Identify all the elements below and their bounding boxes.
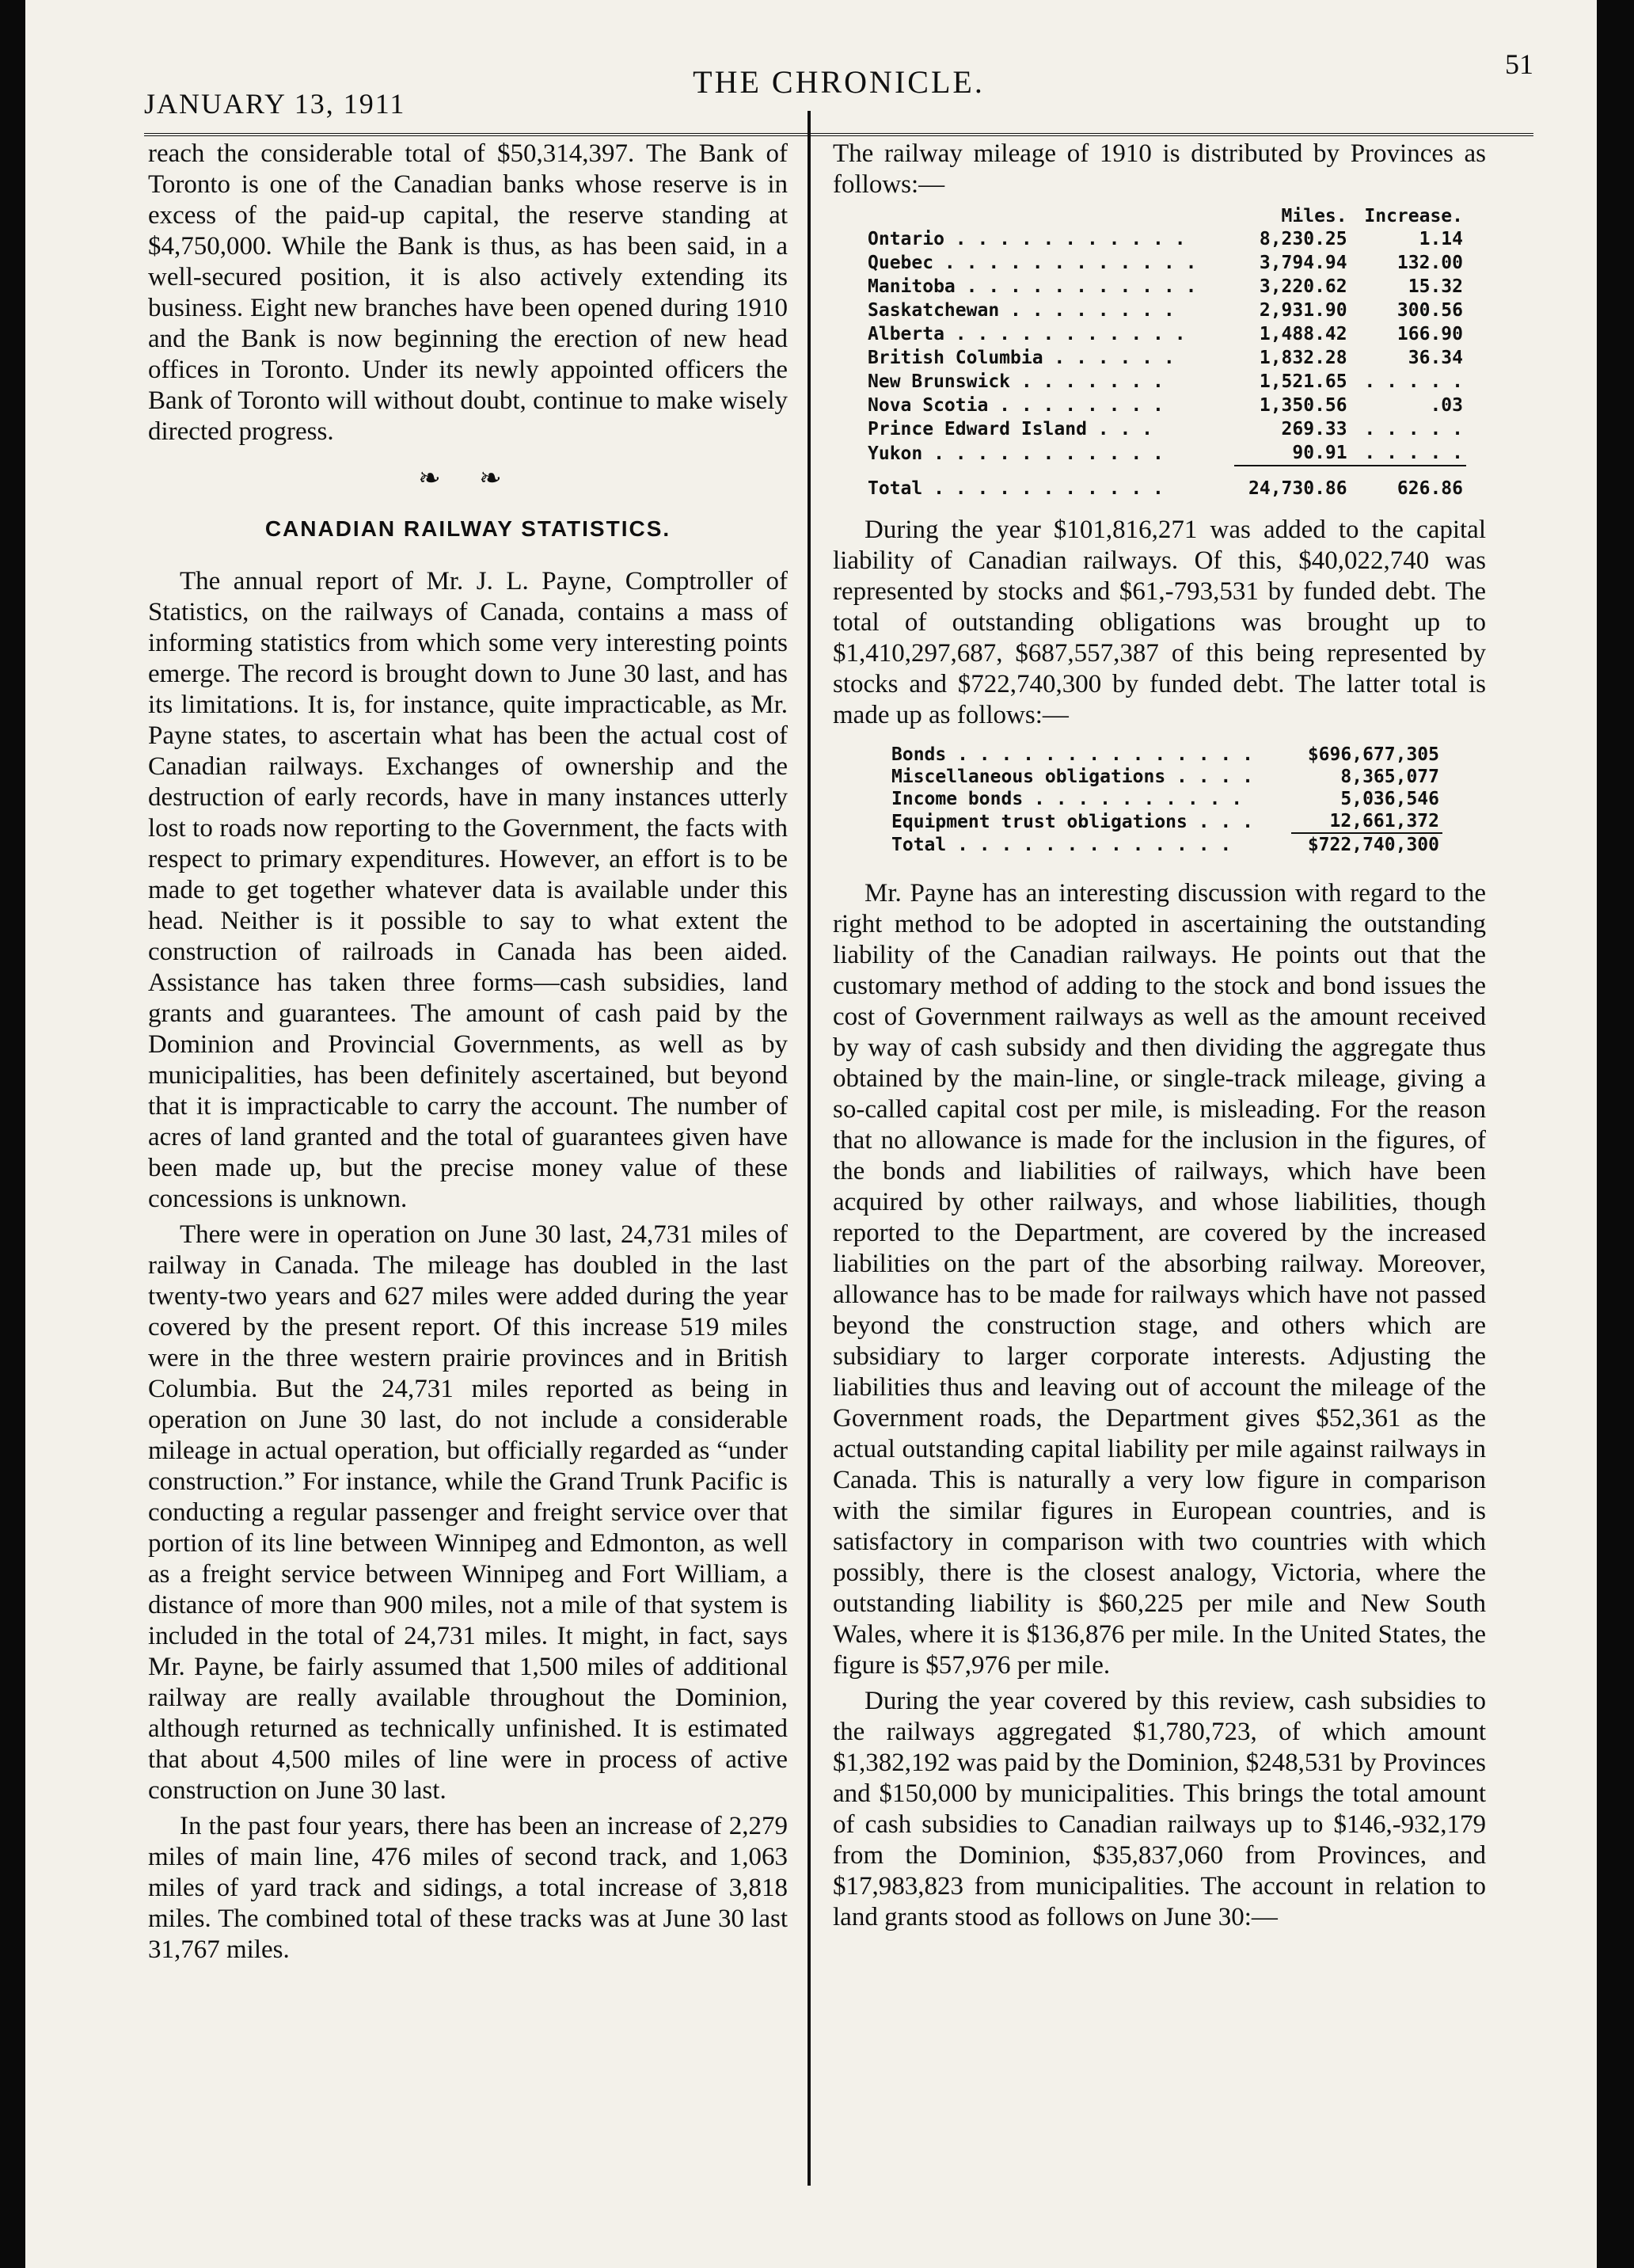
header-cell: Miles.: [1281, 206, 1347, 226]
publication-title: THE CHRONICLE.: [693, 64, 985, 100]
province-cell: Manitoba . . . . . . . . . . .: [868, 276, 1197, 297]
miles-cell: 1,832.28: [1259, 348, 1347, 368]
increase-cell: .03: [1430, 395, 1463, 416]
debt-amount: 12,661,372: [1329, 811, 1439, 831]
mileage-table: [864, 205, 1466, 500]
issue-date: JANUARY 13, 1911: [144, 88, 406, 120]
total-increase: 626.86: [1351, 466, 1466, 500]
total-label: Total . . . . . . . . . . .: [868, 478, 1164, 499]
page-number: 51: [1505, 48, 1533, 80]
increase-cell: 1.14: [1419, 229, 1463, 249]
miles-cell: 3,220.62: [1259, 276, 1347, 297]
section-title: CANADIAN RAILWAY STATISTICS.: [264, 516, 671, 541]
table-row: [864, 441, 1466, 466]
table-total-row: [888, 833, 1442, 856]
increase-cell: 15.32: [1408, 276, 1463, 297]
debt-amount: 8,365,077: [1340, 767, 1439, 787]
header-rule: [144, 133, 1533, 136]
miles-cell: 3,794.94: [1259, 253, 1347, 273]
total-amount: $722,740,300: [1291, 833, 1442, 856]
increase-cell: 300.56: [1396, 300, 1463, 321]
running-head: [144, 48, 1533, 127]
table-row: [864, 417, 1466, 441]
capital-paragraph: During the year $101,816,271 was added to the capital liability of Canadian railways. Of this, $40,022,740 was represented by stocks and $61,-793,531 by funded debt. The total of outstanding obligations was brought up to $1,410,297,687, $687,557,387 of this being represented by stocks and $722,740,300 by funded debt. The latter total is made up as follows:—: [833, 516, 1486, 729]
province-cell: Ontario . . . . . . . . . . .: [868, 229, 1186, 249]
province-cell: Alberta . . . . . . . . . . .: [868, 324, 1186, 344]
debt-amount: 5,036,546: [1340, 789, 1439, 809]
province-cell: British Columbia . . . . . .: [868, 348, 1175, 368]
section-ornament: ❧ ❧: [418, 464, 518, 493]
funded-debt-table: [888, 744, 1442, 856]
miles-cell: 269.33: [1281, 419, 1347, 440]
table-row: [888, 810, 1442, 833]
table-row: [888, 788, 1442, 810]
article-paragraph: Mr. Payne has an interesting discussion with regard to the right method to be adopted in ascertaining the outstanding liability of the Canadian railways. He points out that the customary method of adding to the stock and bond issues the cost of Government railways as well as the amount received by way of cash subsidy and then dividing the aggregate thus obtained by the main-line, or single-track mileage, giving a so-called capital cost per mile, is misleading. For the reason that no allowance is made for the inclusion in the figures, of the bonds and liabilities of railways, which have been acquired by other railways, and whose liabilities, though reported to the Department, are covered by the increased liabilities on the part of the absorbing railway. Moreover, allowance has to be made for railways which have not passed beyond the construction stage, and others which are subsidiary to larger corporate interests. Adjusting the liabilities thus and leaving out of account the mileage of the Government roads, the Department gives $52,361 as the actual outstanding capital liability per mile against railways in Canada. This is naturally a very low figure in comparison with the similar figures in European countries, and is satisfactory in comparison with two countries with which possibly, there is the closest analogy, Victoria, where the outstanding liability is $60,225 per mile and New South Wales, where it is $136,876 per mile. In the United States, the figure is $57,976 per mile.: [833, 879, 1486, 1680]
miles-cell: 1,521.65: [1259, 371, 1347, 392]
total-label: Total . . . . . . . . . . . . .: [891, 834, 1232, 855]
table-row: [864, 275, 1466, 299]
increase-cell: 132.00: [1396, 253, 1463, 273]
table-row: [864, 299, 1466, 322]
newspaper-page: [25, 0, 1597, 2268]
miles-cell: 1,350.56: [1259, 395, 1347, 416]
left-column: [148, 139, 788, 1970]
province-cell: New Brunswick . . . . . . .: [868, 371, 1164, 392]
table-header-row: [864, 205, 1466, 227]
table-row: [888, 766, 1442, 788]
table-total-row: [864, 466, 1466, 500]
miles-cell: 8,230.25: [1259, 229, 1347, 249]
miles-cell: 90.91: [1292, 443, 1347, 463]
debt-label: Bonds . . . . . . . . . . . . . .: [891, 744, 1253, 765]
table-row: [864, 227, 1466, 251]
article-paragraph: The annual report of Mr. J. L. Payne, Comptroller of Statistics, on the railways of Canada, contains a mass of informing statistics from which some very interesting points emerge. The record is brought down to June 30 last, and has its limitations. It is, for instance, quite impracticable, as Mr. Payne states, to ascertain what has been the actual cost of Canadian railways. Exchanges of ownership and the destruction of early records, have in many instances utterly lost to roads now reporting to the Government, the facts with respect to primary expenditures. However, an effort is to be made to get together whatever data is available under this head. Neither is it possible to say to what extent the construction of railroads in Canada has been aided. Assistance has taken three forms—cash subsidies, land grants and guarantees. The amount of cash paid by the Dominion and Provincial Governments, as well as by municipalities, has been definitely ascertained, but beyond that it is impracticable to carry the account. The number of acres of land granted and the total of guarantees given have been made up, but the precise money value of these concessions is unknown.: [148, 567, 788, 1213]
article-paragraph: There were in operation on June 30 last, 24,731 miles of railway in Canada. The mileage has doubled in the last twenty-two years and 627 miles were added during the year covered by the present report. Of this increase 519 miles were in the three western prairie provinces and in British Columbia. But the 24,731 miles reported as being in operation on June 30 last, do not include a considerable mileage in actual operation, but officially regarded as “under construction.” For instance, while the Grand Trunk Pacific is conducting a regular passenger and freight service over that portion of its line between Winnipeg and Edmonton, as well as a freight service between Winnipeg and Fort William, a distance of more than 900 miles, not a mile of that system is included in the total of 24,731 miles. It might, in fact, says Mr. Payne, be fairly assumed that 1,500 miles of additional railway are really available throughout the Dominion, although returned as technically unfinished. It is estimated that about 4,500 miles of line were in process of active construction on June 30 last.: [148, 1220, 788, 1805]
article-paragraph: During the year covered by this review, cash subsidies to the railways aggregated $1,780,723, of which amount $1,382,192 was paid by the Dominion, $248,531 by Provinces and $150,000 by municipalities. This brings the total amount of cash subsidies to Canadian railways up to $146,-932,179 from the Dominion, $35,837,060 from Provinces, and $17,983,823 from municipalities. The account in relation to land grants stood as follows on June 30:—: [833, 1687, 1486, 1931]
province-cell: Quebec . . . . . . . . . . . .: [868, 253, 1197, 273]
increase-cell: . . . . .: [1364, 371, 1463, 392]
debt-label: Income bonds . . . . . . . . . .: [891, 789, 1243, 809]
increase-cell: . . . . .: [1364, 443, 1463, 463]
province-cell: Saskatchewan . . . . . . . .: [868, 300, 1175, 321]
province-cell: Prince Edward Island . . .: [868, 419, 1153, 440]
increase-cell: . . . . .: [1364, 419, 1463, 440]
table-row: [864, 251, 1466, 275]
miles-cell: 2,931.90: [1259, 300, 1347, 321]
province-cell: Nova Scotia . . . . . . . .: [868, 395, 1164, 416]
miles-cell: 1,488.42: [1259, 324, 1347, 344]
table-row: [864, 370, 1466, 394]
increase-cell: 166.90: [1396, 324, 1463, 344]
header-cell: Increase.: [1364, 206, 1463, 226]
table-row: [864, 346, 1466, 370]
column-divider: [808, 111, 811, 2186]
debt-label: Equipment trust obligations . . .: [891, 811, 1253, 832]
header-cell: [864, 205, 1234, 227]
table-row: [864, 322, 1466, 346]
province-cell: Yukon . . . . . . . . . . .: [868, 443, 1164, 464]
total-miles: 24,730.86: [1234, 466, 1350, 500]
article-paragraph: In the past four years, there has been an increase of 2,279 miles of main line, 476 miles of second track, and 1,063 miles of yard track and sidings, a total increase of 3,818 miles. The combined total of these tracks was at June 30 last 31,767 miles.: [148, 1812, 788, 1964]
debt-amount: $696,677,305: [1307, 744, 1439, 765]
right-column: [833, 139, 1486, 1938]
debt-label: Miscellaneous obligations . . . .: [891, 767, 1253, 787]
table-row: [888, 744, 1442, 766]
table-row: [864, 394, 1466, 417]
mileage-intro: The railway mileage of 1910 is distributed by Provinces as follows:—: [833, 139, 1486, 199]
bank-article-ending: reach the considerable total of $50,314,397. The Bank of Toronto is one of the Canadian banks whose reserve is in excess of the paid-up capital, the reserve standing at $4,750,000. While the Bank is thus, as has been said, in a well-secured position, it is also actively extending its business. Eight new branches have been opened during 1910 and the Bank is now beginning the erection of new head offices in Toronto. Under its newly appointed officers the Bank of Toronto will without doubt, continue to make wisely directed progress.: [148, 139, 788, 446]
increase-cell: 36.34: [1408, 348, 1463, 368]
